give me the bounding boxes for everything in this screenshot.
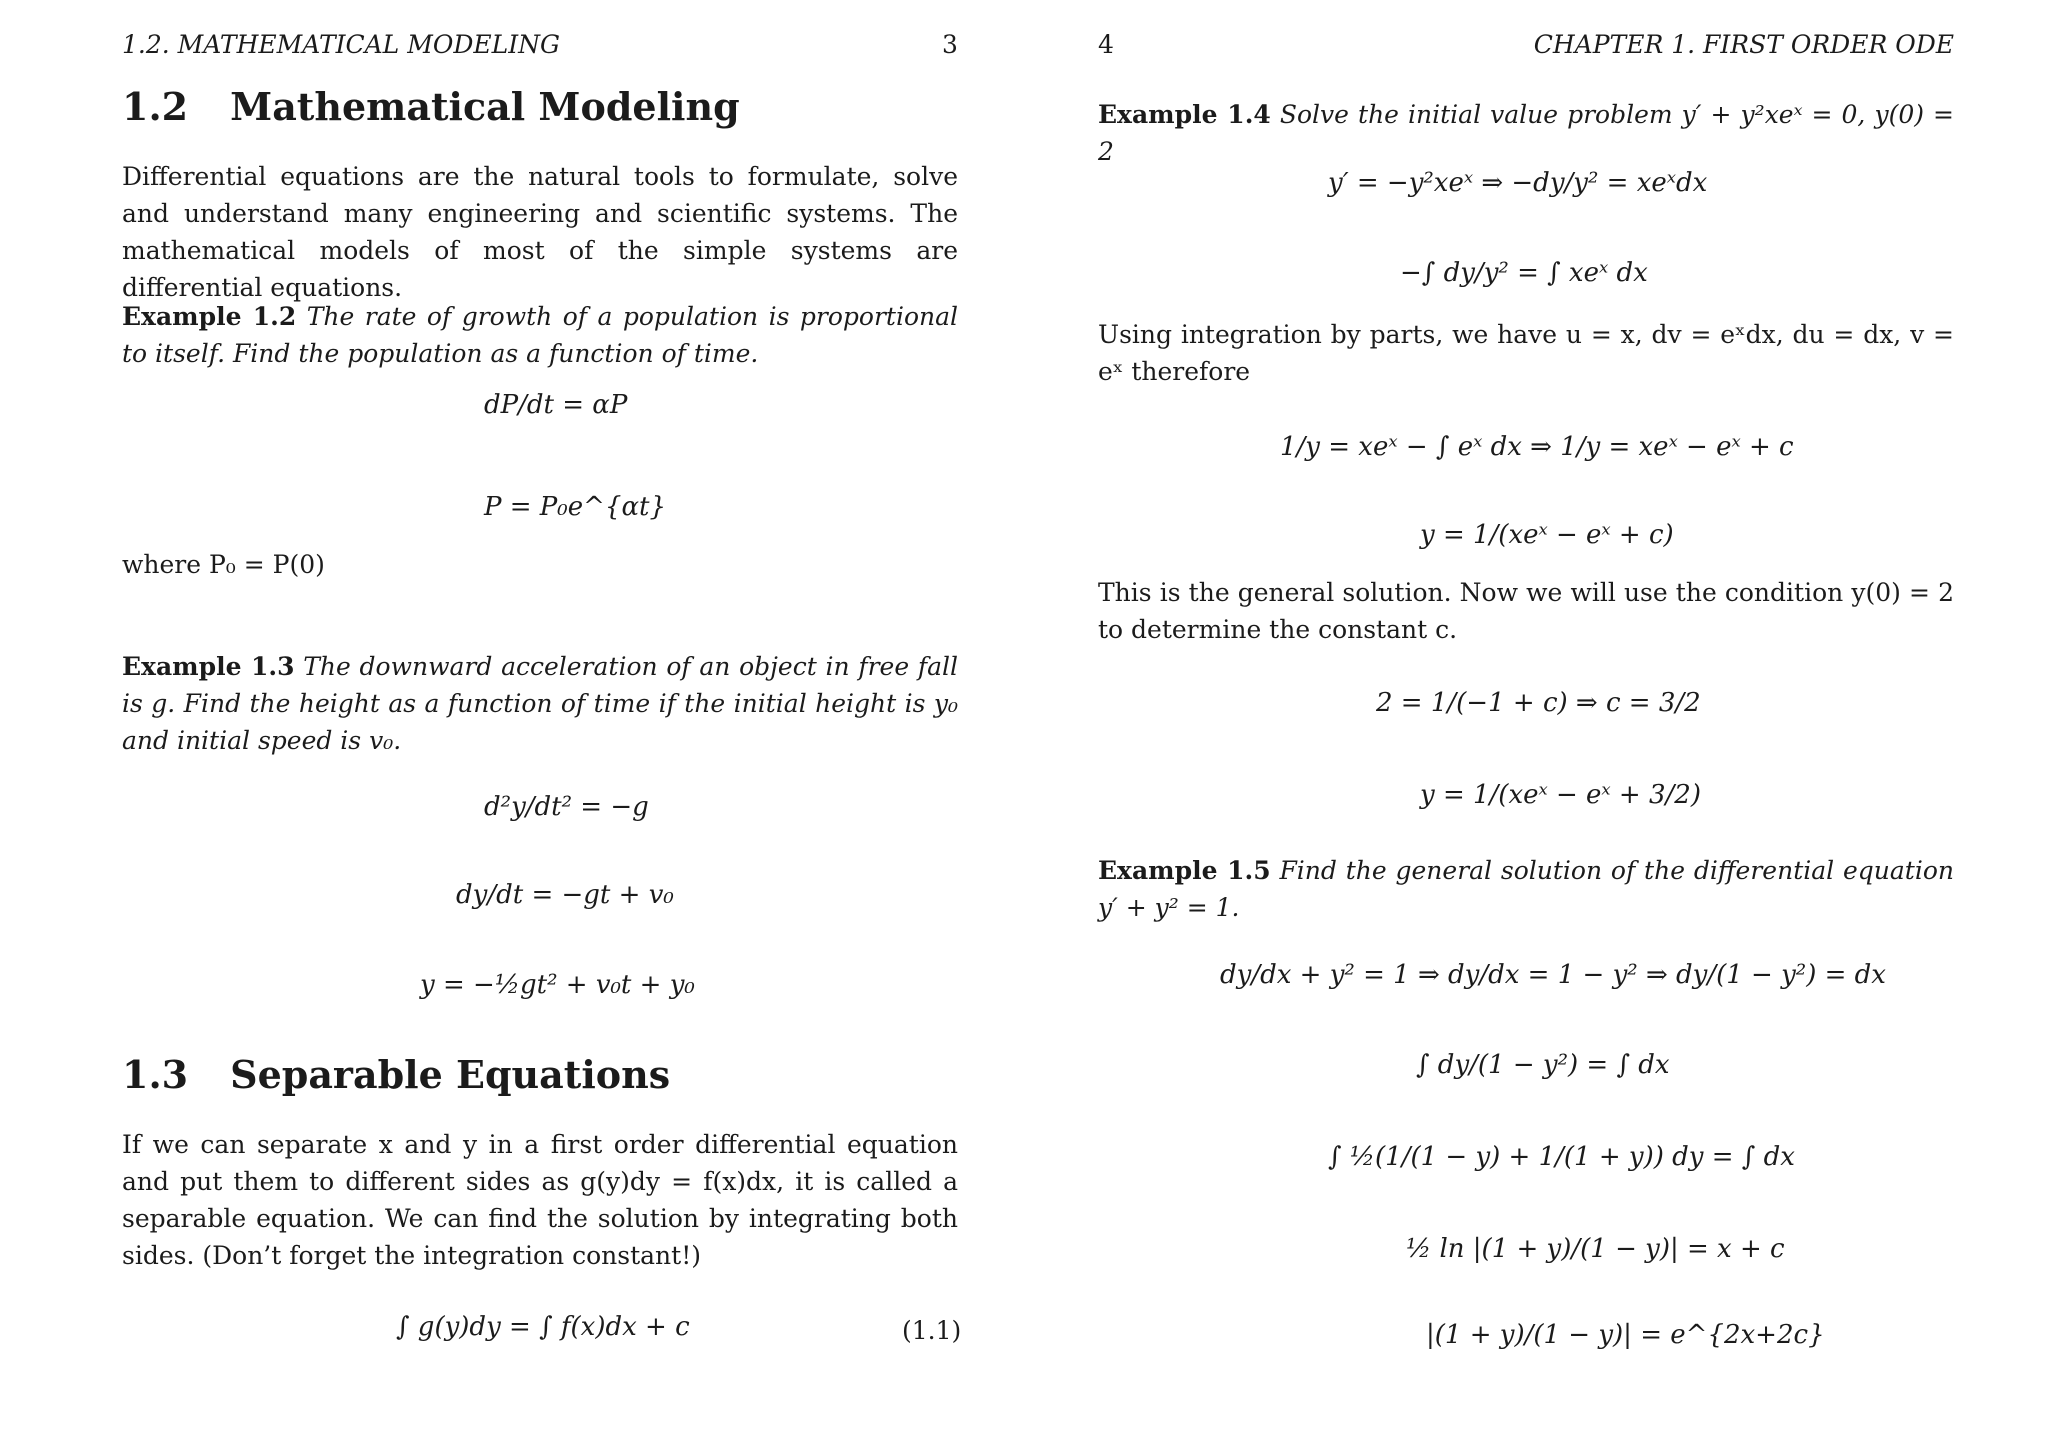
equation-particular-solution: y = 1/(xeˣ − eˣ + 3/2) <box>1420 780 1701 810</box>
equation-number: (1.1) <box>902 1316 962 1345</box>
example-label: Example 1.4 <box>1098 100 1271 129</box>
section-1-2-heading <box>122 84 740 129</box>
example-1-2 <box>122 298 958 372</box>
equation-population: P = P₀e^{αt} <box>484 492 666 522</box>
right-running-head: CHAPTER 1. FIRST ORDER ODE <box>1533 30 1954 59</box>
equation-integrated: −∫ dy/y² = ∫ xeˣ dx <box>1400 258 1648 288</box>
equation-exponential: |(1 + y)/(1 − y)| = e^{2x+2c} <box>1426 1320 1825 1350</box>
integration-by-parts-text: Using integration by parts, we have u = x, dv = eˣdx, du = dx, v = eˣ therefore <box>1098 320 1954 386</box>
left-running-head: 1.2. MATHEMATICAL MODELING <box>122 30 560 59</box>
equation-integral-1-5: ∫ dy/(1 − y²) = ∫ dx <box>1416 1050 1670 1080</box>
example-1-4 <box>1098 96 1954 170</box>
equation-velocity: dy/dt = −gt + v₀ <box>456 880 674 910</box>
example-1-5 <box>1098 852 1954 926</box>
general-solution-text: This is the general solution. Now we will use the condition y(0) = 2 to determine the constant c. <box>1098 578 1954 644</box>
example-text: Solve the initial value problem y′ + y²xeˣ = 0, y(0) = 2 <box>1098 100 1954 166</box>
separable-paragraph: If we can separate x and y in a first order differential equation and put them to different sides as g(y)dy = f(x)dx, it is called a separable equation. We can find the solution by integrating both sides. (Don’t forget the integration constant!) <box>122 1130 958 1270</box>
section-number: 1.3 <box>122 1052 189 1097</box>
example-text: Find the general solution of the differential equation y′ + y² = 1. <box>1098 856 1954 922</box>
equation-log: ½ ln |(1 + y)/(1 − y)| = x + c <box>1406 1234 1785 1264</box>
equation-partial-fractions: ∫ ½(1/(1 − y) + 1/(1 + y)) dy = ∫ dx <box>1328 1142 1795 1172</box>
example-text: The downward acceleration of an object in free fall is g. Find the height as a function of time if the initial height is y₀ and initial speed is v₀. <box>122 652 958 755</box>
equation-separation-1-5: dy/dx + y² = 1 ⇒ dy/dx = 1 − y² ⇒ dy/(1 − y²) = dx <box>1220 960 1886 990</box>
where-p0: where P₀ = P(0) <box>122 550 325 579</box>
equation-dp-dt: dP/dt = αP <box>484 390 628 420</box>
section-1-3-heading <box>122 1052 670 1097</box>
section-title: Separable Equations <box>230 1052 671 1097</box>
equation-by-parts: 1/y = xeˣ − ∫ eˣ dx ⇒ 1/y = xeˣ − eˣ + c <box>1280 432 1794 462</box>
intro-paragraph: Differential equations are the natural tools to formulate, solve and understand many engineering and scientific systems. The mathematical models of most of the simple systems are differential equations. <box>122 162 958 302</box>
equation-1-1: ∫ g(y)dy = ∫ f(x)dx + c <box>396 1312 690 1342</box>
equation-height: y = −½gt² + v₀t + y₀ <box>420 970 695 1000</box>
section-number: 1.2 <box>122 84 189 129</box>
equation-constant: 2 = 1/(−1 + c) ⇒ c = 3/2 <box>1376 688 1701 718</box>
example-label: Example 1.2 <box>122 302 297 331</box>
left-page-number: 3 <box>942 30 958 59</box>
example-label: Example 1.3 <box>122 652 295 681</box>
right-page <box>1024 0 2048 1448</box>
example-label: Example 1.5 <box>1098 856 1271 885</box>
equation-acceleration: d²y/dt² = −g <box>484 792 649 822</box>
example-text: The rate of growth of a population is proportional to itself. Find the population as a function of time. <box>122 302 958 368</box>
example-1-3 <box>122 648 958 759</box>
section-title: Mathematical Modeling <box>230 84 740 129</box>
equation-separated: y′ = −y²xeˣ ⇒ −dy/y² = xeˣdx <box>1328 168 1708 198</box>
right-page-number: 4 <box>1098 30 1114 59</box>
equation-general-solution: y = 1/(xeˣ − eˣ + c) <box>1420 520 1674 550</box>
